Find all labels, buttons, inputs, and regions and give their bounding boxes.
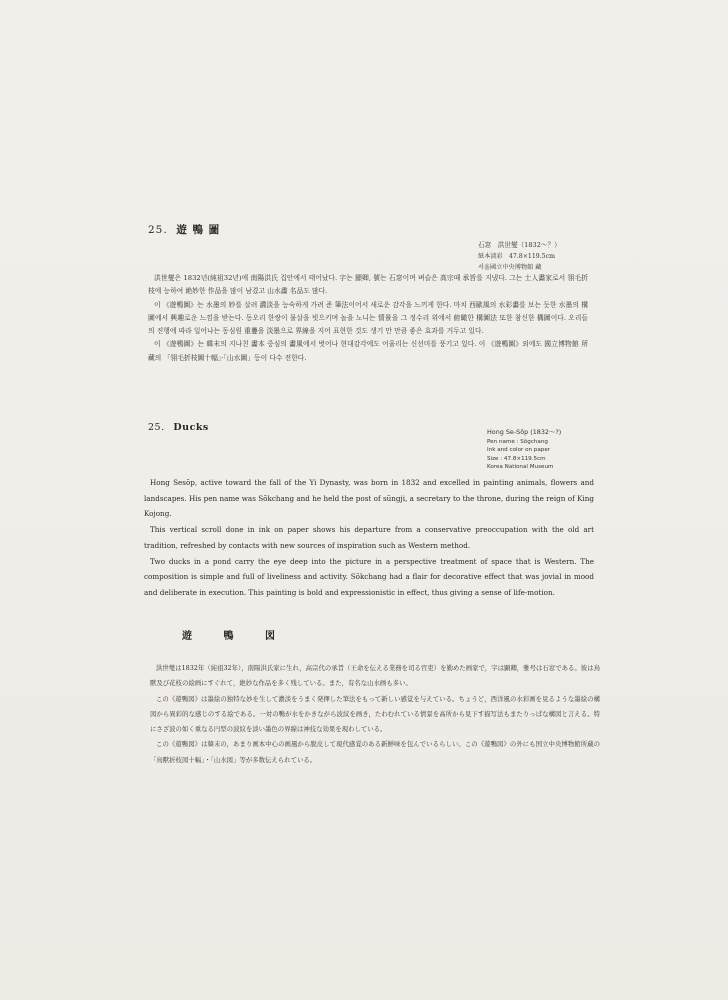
korean-title: 遊 鴨 圖 xyxy=(176,224,221,236)
korean-caption-line: 石窓 洪世燮（1832～？） xyxy=(478,241,561,249)
english-caption-line: Size : 47.8×119.5cm xyxy=(487,455,546,462)
english-caption-line: Pen name : Sŏgchang xyxy=(487,438,548,445)
english-heading xyxy=(148,422,209,433)
english-paragraph: Two ducks in a pond carry the eye deep into the picture in a perspective treatment of space that is Western. The composition is simple and full of liveliness and activity. Sŏkchang had a flair for decorative effect that was jovial in mood and deliberate in execution. This painting is bold and expressionistic in effect, thus giving a sense of life-motion. xyxy=(144,556,594,597)
english-title: Ducks xyxy=(173,422,209,433)
korean-caption-line: 紙本淡彩 47.8×119.5cm xyxy=(478,253,555,260)
english-caption-line: Korea National Museum xyxy=(487,464,554,471)
japanese-paragraph: この《遊鴨図》は墨絵の独特な妙を生して濃淡をうまく発揮した筆法をもって新しい感覚を与えている。ちょうど，西洋風の水彩画を見るような墨絵の構図から異彩的な感じのする絵である。一対の鴨が水をかきながら波紋を画き，たわむれている情景を高所から見下す描写法もまたりっぱな構図と言える。特にさざ波の如く重なる円型の波紋を淡い墨色の界線は神技な効果を現わしている。 xyxy=(150,694,600,734)
english-caption xyxy=(487,428,617,472)
korean-heading xyxy=(148,222,220,237)
japanese-paragraph: 洪世燮は1832年（純祖32年），南陽洪氏家に生れ，高宗代の承旨（王命を伝える業務を司る官吏）を勤めた画家で，字は顕卿，雅号は石窓である。彼は鳥獸及び花枝の絵画にすぐれて，絶妙な作品を多く残している。また，有名な山水画も多い。 xyxy=(150,664,600,688)
english-paragraph: This vertical scroll done in ink on paper shows his departure from a conservative preoccupation with the old art tradition, refreshed by contacts with new sources of inspiration such as Western method. xyxy=(144,525,594,550)
english-body xyxy=(144,475,594,601)
korean-paragraph: 이 《遊鴨圖》는 韓末의 지나친 畵本 중심의 畵風에서 벗어나 현대감각에도 어울리는 신선미를 풍기고 있다. 이 《遊鴨圖》외에도 國立博物館 所藏의 「翎毛折枝圖十幅」·「山水圖」등이 다수 전한다. xyxy=(148,340,588,362)
korean-plate-number: 25. xyxy=(148,224,168,236)
japanese-body xyxy=(150,661,600,768)
korean-caption-line: 서울國立中央博物館 藏 xyxy=(478,264,542,271)
japanese-paragraph: この《遊鴨図》は韓末の，あまり画本中心の画風から脱皮して現代感覚のある新鮮味を包んでいるらしい。この《遊鴨図》の外にも国立中央博物館所蔵の「鳥獸折枝図十幅」・「山水図」等が多数伝えられている。 xyxy=(150,740,600,764)
japanese-title: 遊 鴨 図 xyxy=(182,631,289,642)
korean-paragraph: 이 《遊鴨圖》는 水墨의 妙를 살려 濃淡을 능숙하게 가려 준 筆法이어서 새로운 감각을 느끼게 한다. 마치 西歐風의 水彩畵를 보는 듯한 水墨의 構圖에서 興趣로운 느낌을 받는다. 동오리 한쌍이 물살을 빗으키며 놀을 노니는 情景을 그 정수리 위에서 俯瞰한 構圖法 또한 참신한 構圖이다. 오리들의 진행에 따라 일어나는 동심원 重疊을 淡墨으로 界線을 지어 표현한 것도 생기 만 만큼 좋은 효과를 거두고 있다. xyxy=(148,300,588,336)
korean-paragraph: 洪世燮은 1832년(純祖32년)에 南陽洪氏 집안에서 태어났다. 字는 顯卿, 號는 石窓이며 벼슬은 高宗때 承旨를 지냈다. 그는 士人畵家로서 翎毛折枝에 능하여 絶妙한 作品을 많이 남겼고 山水畵 名品도 많다. xyxy=(148,274,588,296)
english-caption-line: Hong Se-Sŏp (1832～?) xyxy=(487,428,562,436)
english-plate-number: 25. xyxy=(148,422,165,433)
english-paragraph: Hong Sesŏp, active toward the fall of the Yi Dynasty, was born in 1832 and excelled in painting animals, flowers and landscapes. His pen name was Sŏkchang and he held the post of sŭngji, a secretary to the throne, during the reign of King Kojong. xyxy=(144,478,594,519)
korean-caption xyxy=(478,240,618,273)
english-caption-line: Ink and color on paper xyxy=(487,447,551,454)
korean-body xyxy=(148,272,588,365)
